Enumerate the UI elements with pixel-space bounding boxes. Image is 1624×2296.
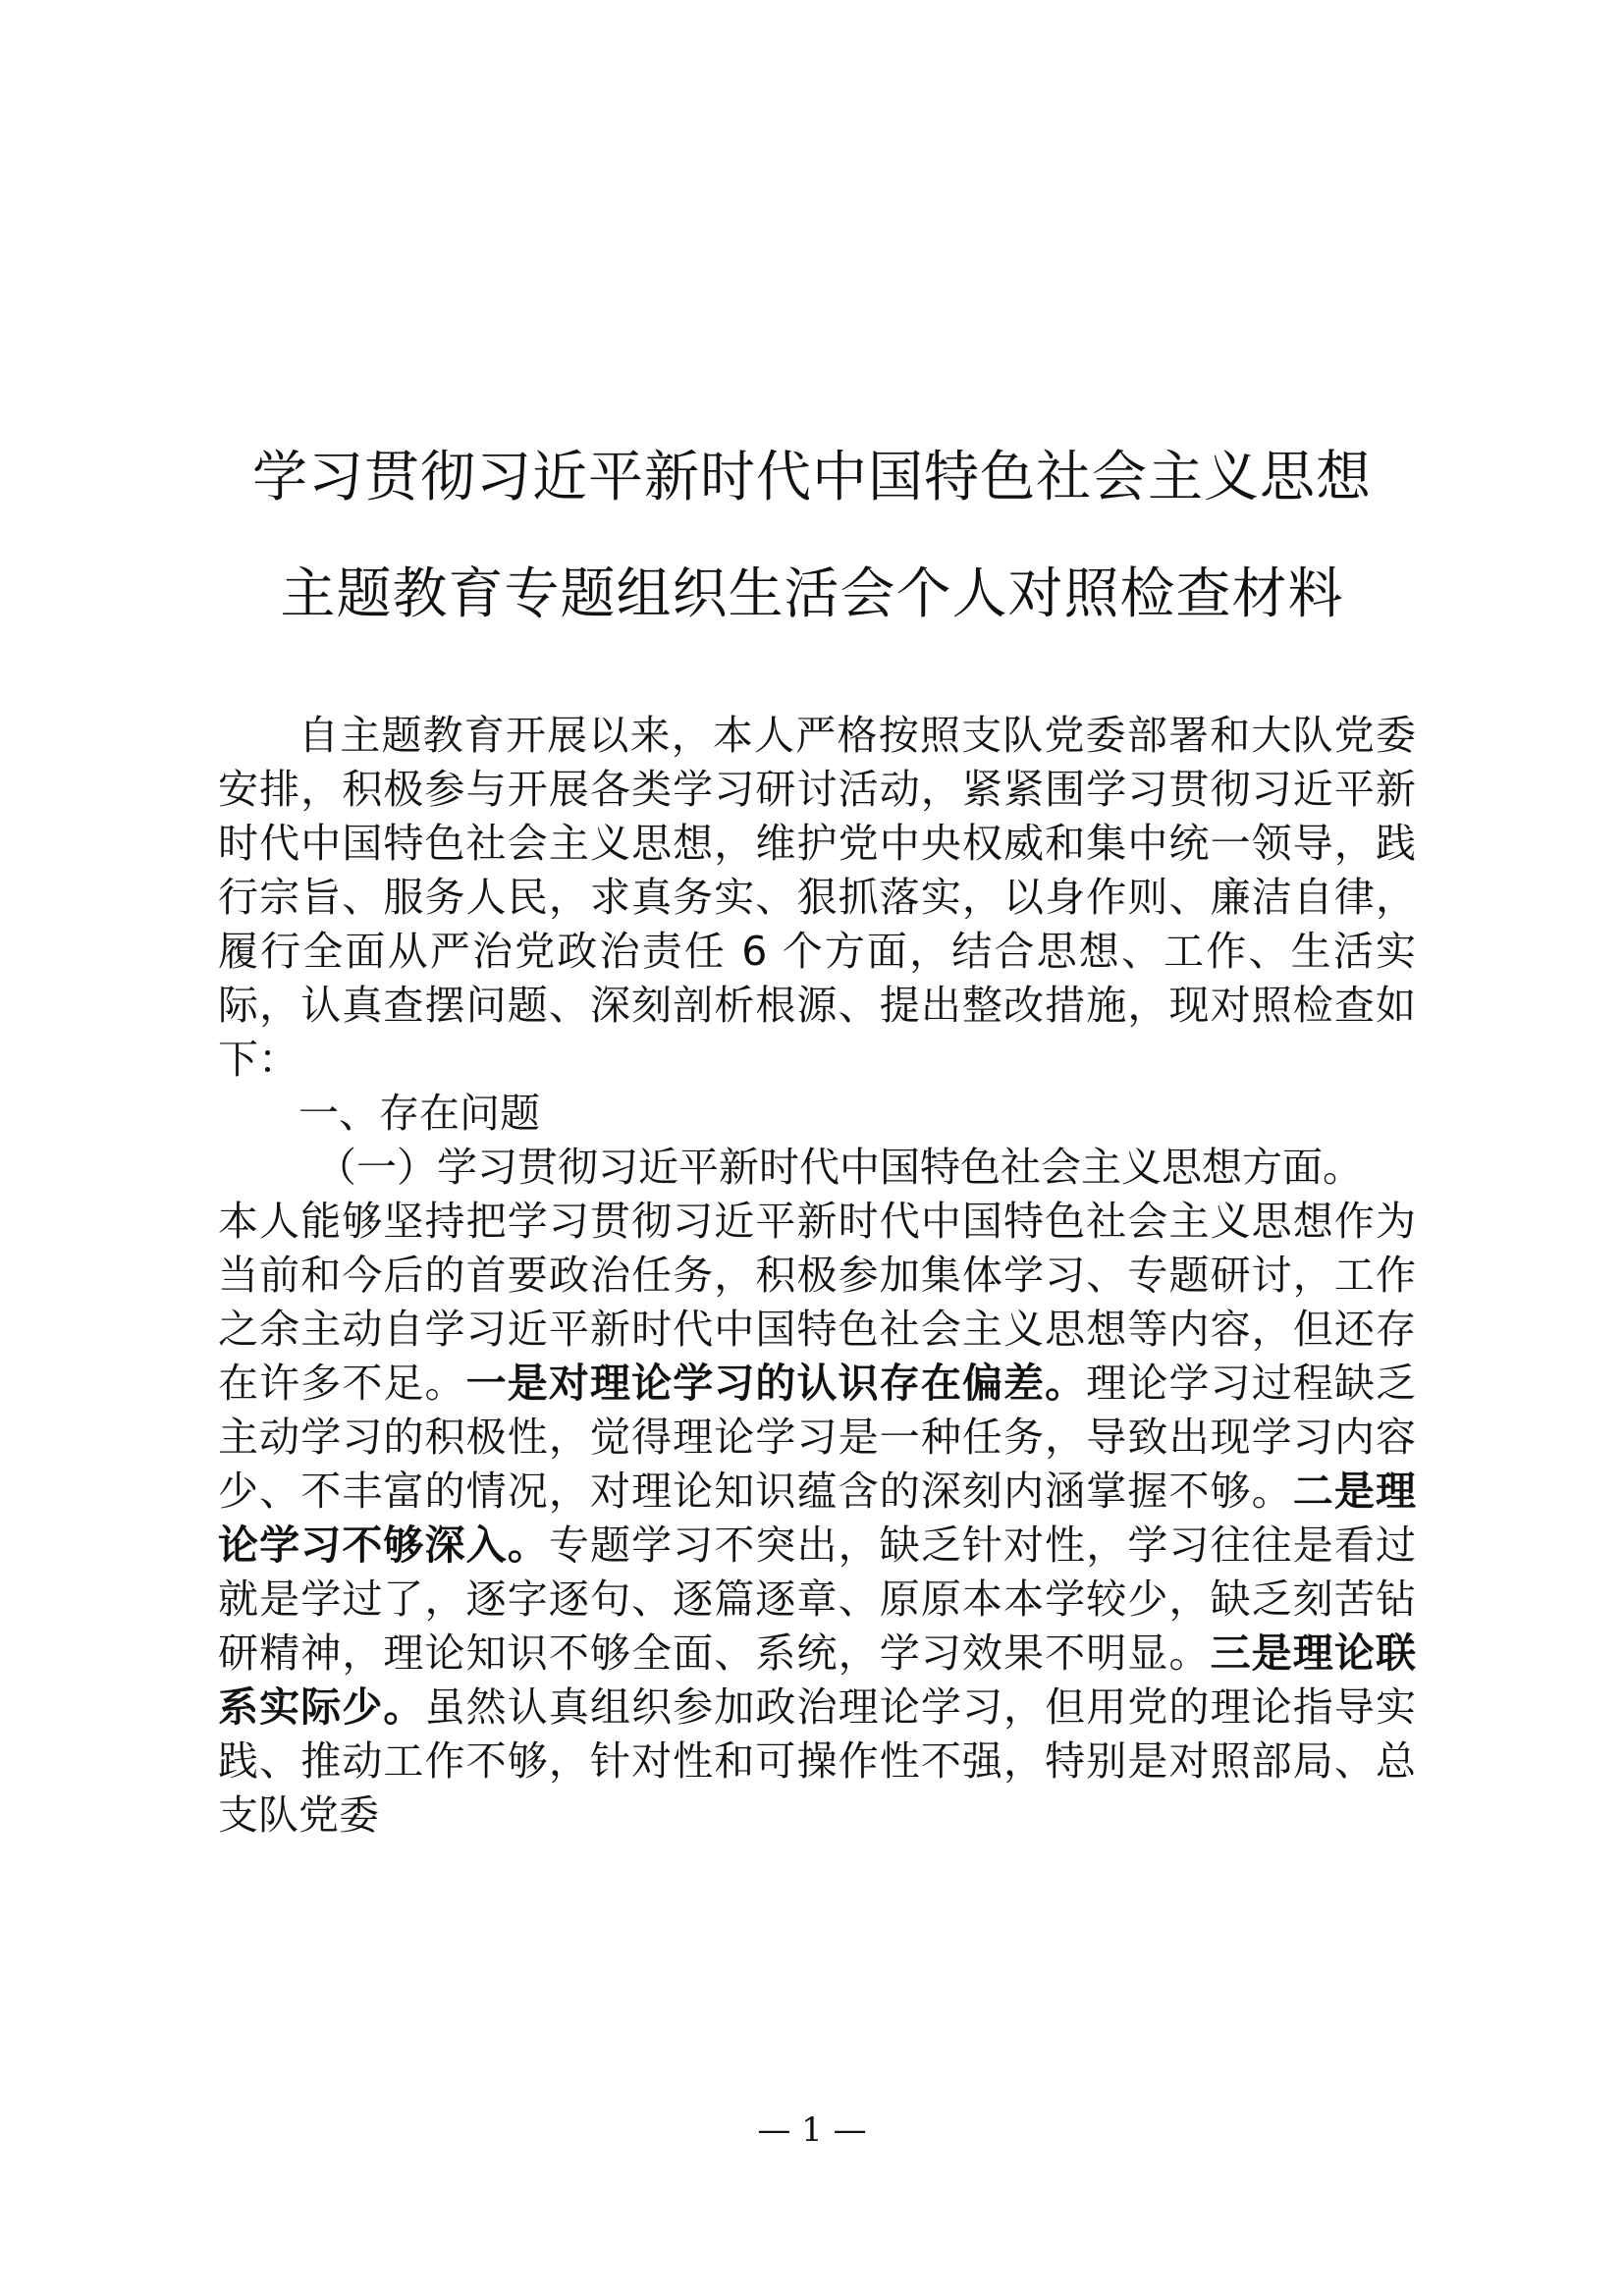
paragraph-text-2: 理论学习过程缺乏主动学习的积极性，觉得理论学习是一种任务，导致出现学习内容少、不丰富的情况，对理论知识蕴含的深刻内涵掌握不够。 [218, 1360, 1417, 1515]
subsection-heading-1: （一）学习贯彻习近平新时代中国特色社会主义思想方面。 [316, 1144, 1363, 1191]
paragraph-text-3: 专题学习不突出，缺乏针对性，学习往往是看过就是学过了，逐字逐句、逐篇逐章、原原本本学较少，缺乏刻苦钻研精神，理论知识不够全面、系统，学习效果不明显。 [218, 1522, 1417, 1677]
bold-point-2: 二是理论学习不够深入。 [218, 1468, 1417, 1569]
bold-point-1: 一是对理论学习的认识存在偏差。 [465, 1360, 1087, 1407]
bold-point-3: 三是理论联系实际少。 [218, 1629, 1417, 1731]
document-title-line-1: 学习贯彻习近平新时代中国特色社会主义思想 [252, 446, 1372, 509]
section-heading-problems: 一、存在问题 [298, 1090, 540, 1137]
document-title-line-2: 主题教育专题组织生活会个人对照检查材料 [280, 562, 1344, 626]
page-number: — 1 — [757, 2110, 867, 2150]
paragraph-text-4: 虽然认真组织参加政治理论学习，但用党的理论指导实践、推动工作不够，针对性和可操作性不强，特别是对照部局、总支队党委 [218, 1683, 1417, 1839]
paragraph-text-1: 本人能够坚持把学习贯彻习近平新时代中国特色社会主义思想作为当前和今后的首要政治任务，积极参加集体学习、专题研讨，工作之余主动自学习近平新时代中国特色社会主义思想等内容，但还存在许多不足。 [218, 1198, 1416, 1407]
intro-paragraph: 自主题教育开展以来，本人严格按照支队党委部署和大队党委安排，积极参与开展各类学习研讨活动，紧紧围学习贯彻习近平新时代中国特色社会主义思想，维护党中央权威和集中统一领导，践行宗旨、服务人民，求真务实、狠抓落实，以身作则、廉洁自律，履行全面从严治党政治责任 6 个方面，结合思想、工作、生活实际，认真查摆问题、深刻剖析根源、提出整改措施，现对照检查如下： [218, 712, 1416, 1083]
document-body [218, 709, 1416, 1842]
problem-paragraph [218, 1195, 1416, 1842]
